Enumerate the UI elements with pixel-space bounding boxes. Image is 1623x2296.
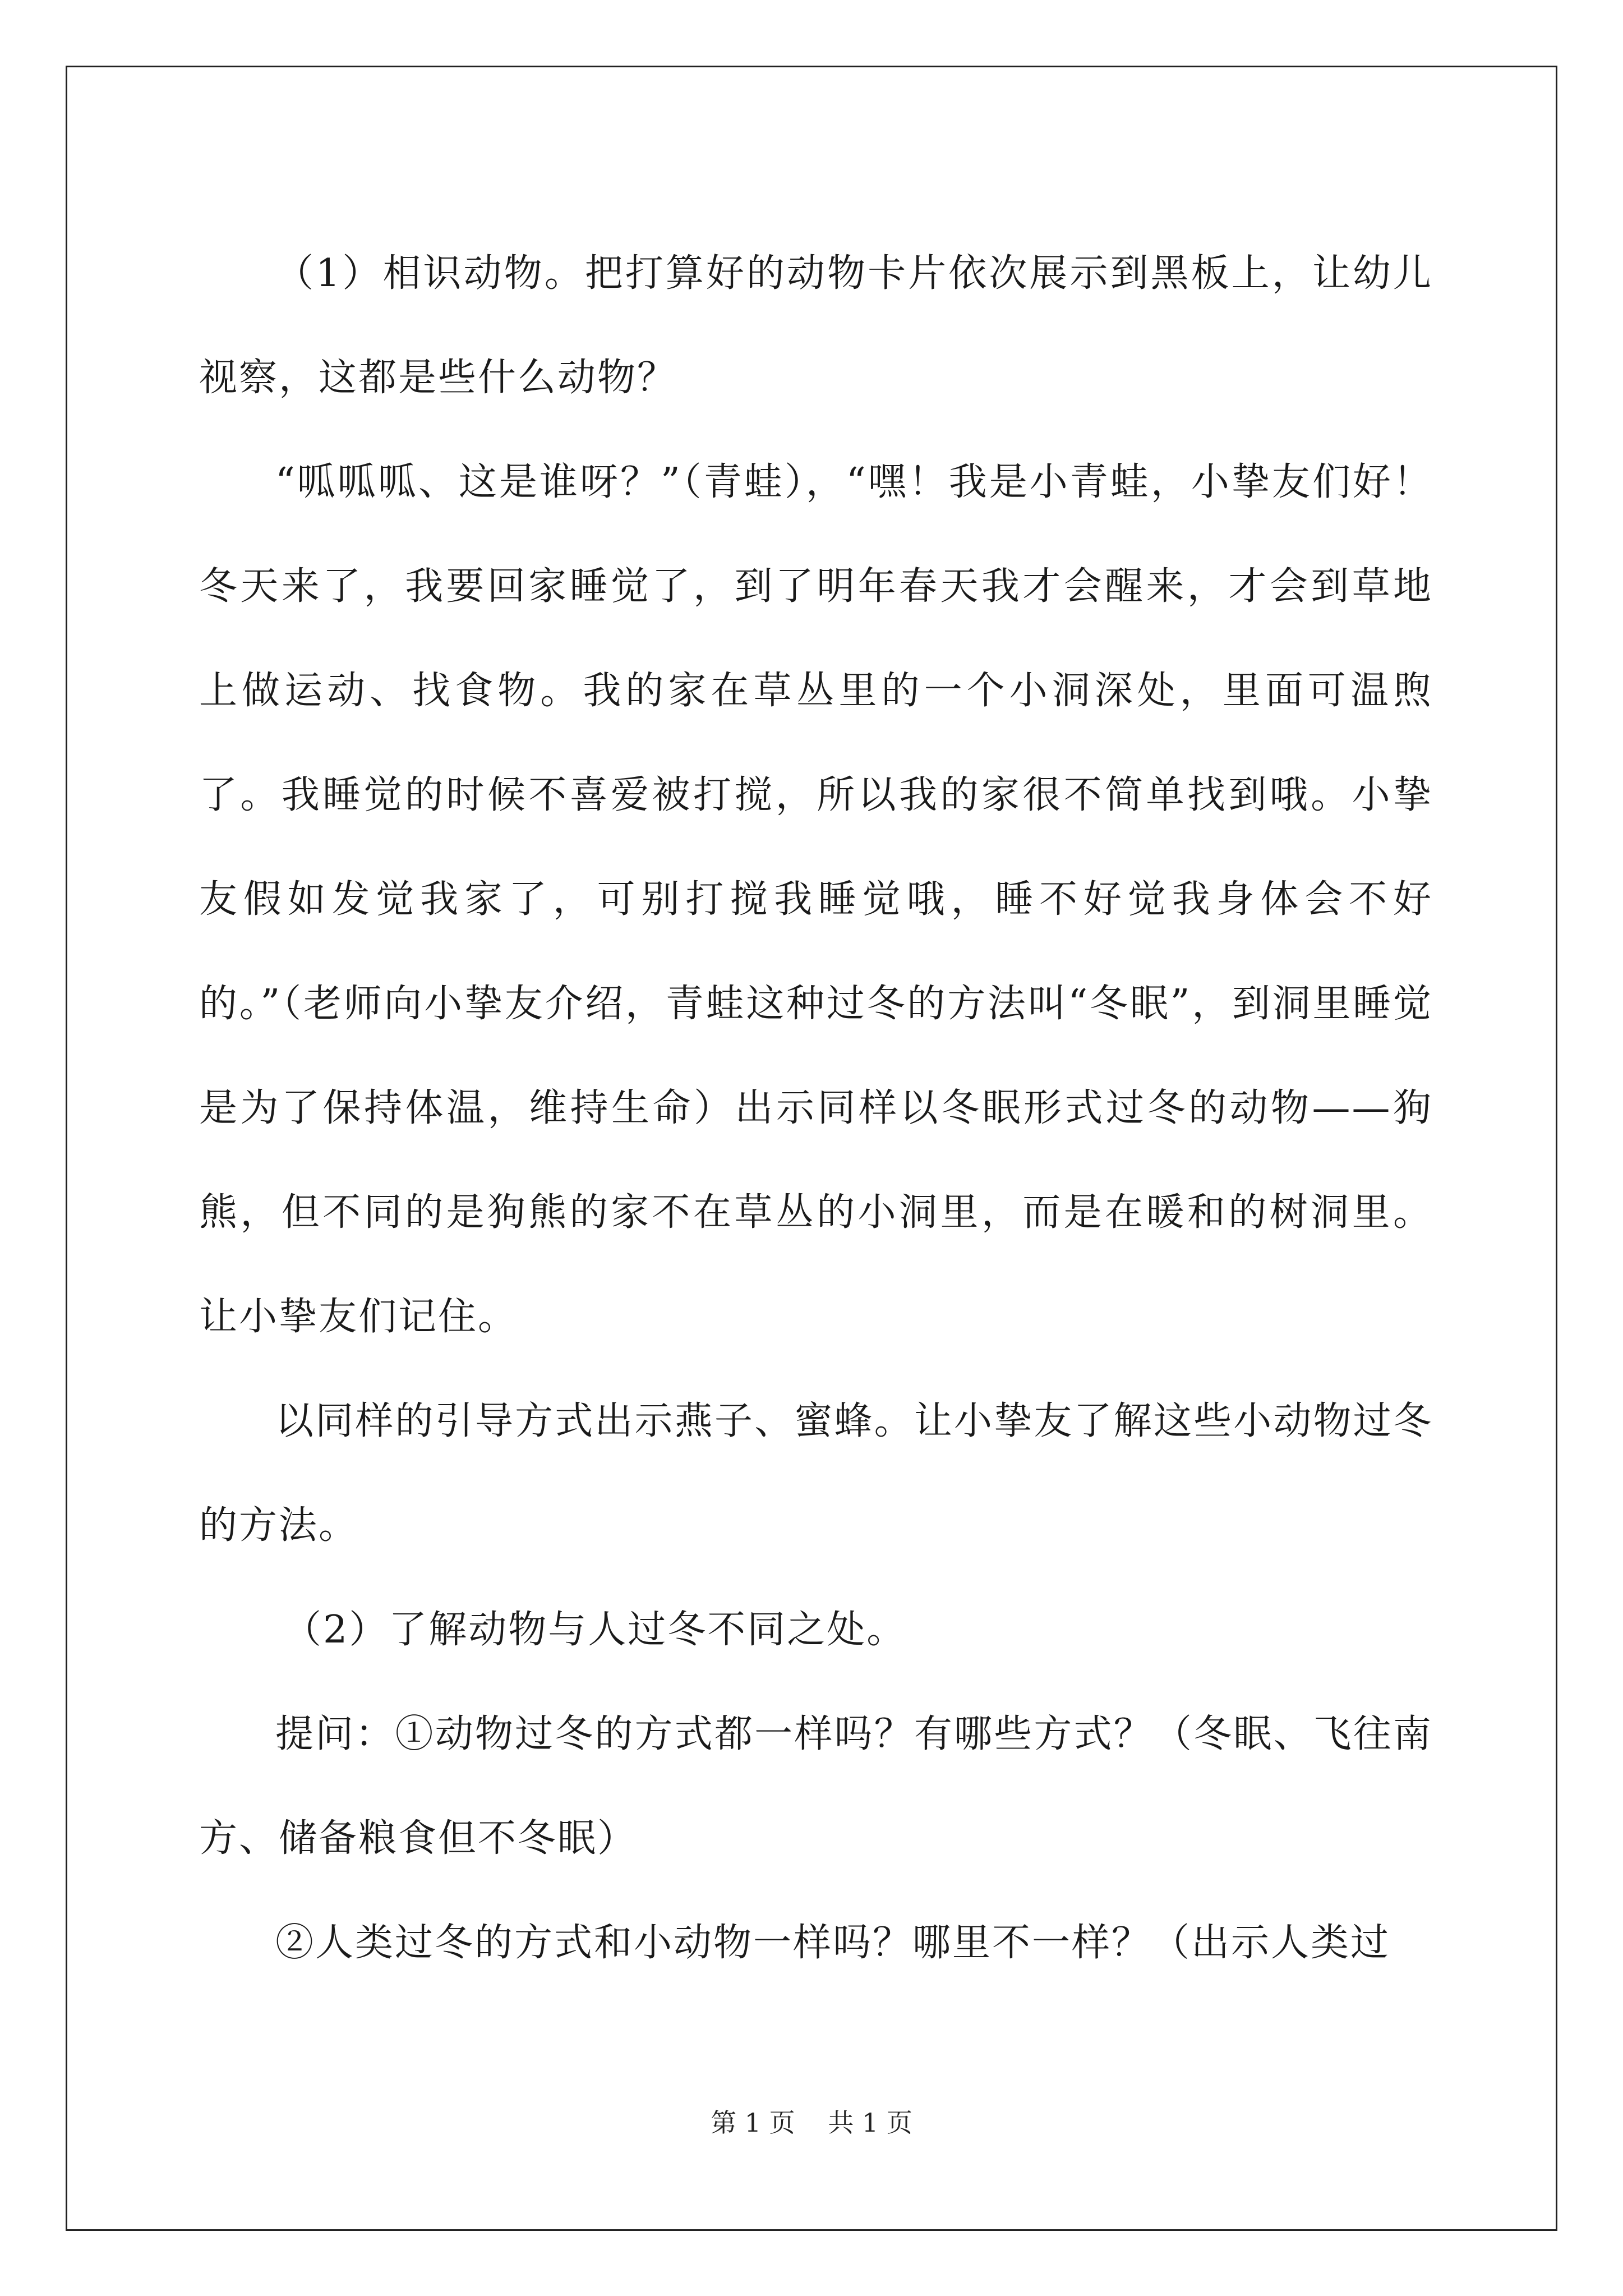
page-footer [0, 2102, 1623, 2139]
document-body [199, 222, 1433, 1995]
page-total: 共 1 页 [828, 2108, 912, 2138]
page-number: 第 1 页 [711, 2108, 795, 2138]
paragraph-question-1: 提问：①动物过冬的方式都一样吗？有哪些方式？（冬眠、飞往南方、储备粮食但不冬眠） [199, 1712, 1433, 1861]
paragraph-swallow-bee: 以同样的引导方式出示燕子、蜜蜂。让小挚友了解这些小动物过冬的方法。 [199, 1399, 1433, 1548]
paragraph-frog-story: “呱呱呱、这是谁呀？”（青蛙），“嘿！我是小青蛙，小挚友们好！冬天来了，我要回家睡觉了，到了明年春天我才会醒来，才会到草地上做运动、找食物。我的家在草丛里的一个小洞深处，里面可温煦了。我睡觉的时候不喜爱被打搅，所以我的家很不简单找到哦。小挚友假如发觉我家了，可别打搅我睡觉哦，睡不好觉我身体会不好的。”（老师向小挚友介绍，青蛙这种过冬的方法叫“冬眠”，到洞里睡觉是为了保持体温，维持生命）出示同样以冬眠形式过冬的动物——狗熊，但不同的是狗熊的家不在草丛的小洞里，而是在暖和的树洞里。让小挚友们记住。 [199, 460, 1433, 1339]
paragraph-question-2: ②人类过冬的方式和小动物一样吗？哪里不一样？（出示人类过 [275, 1921, 1391, 1965]
paragraph-recognize-animals: （1）相识动物。把打算好的动物卡片依次展示到黑板上，让幼儿视察，这都是些什么动物？ [199, 251, 1433, 400]
paragraph-section-2: （2）了解动物与人过冬不同之处。 [283, 1608, 907, 1652]
